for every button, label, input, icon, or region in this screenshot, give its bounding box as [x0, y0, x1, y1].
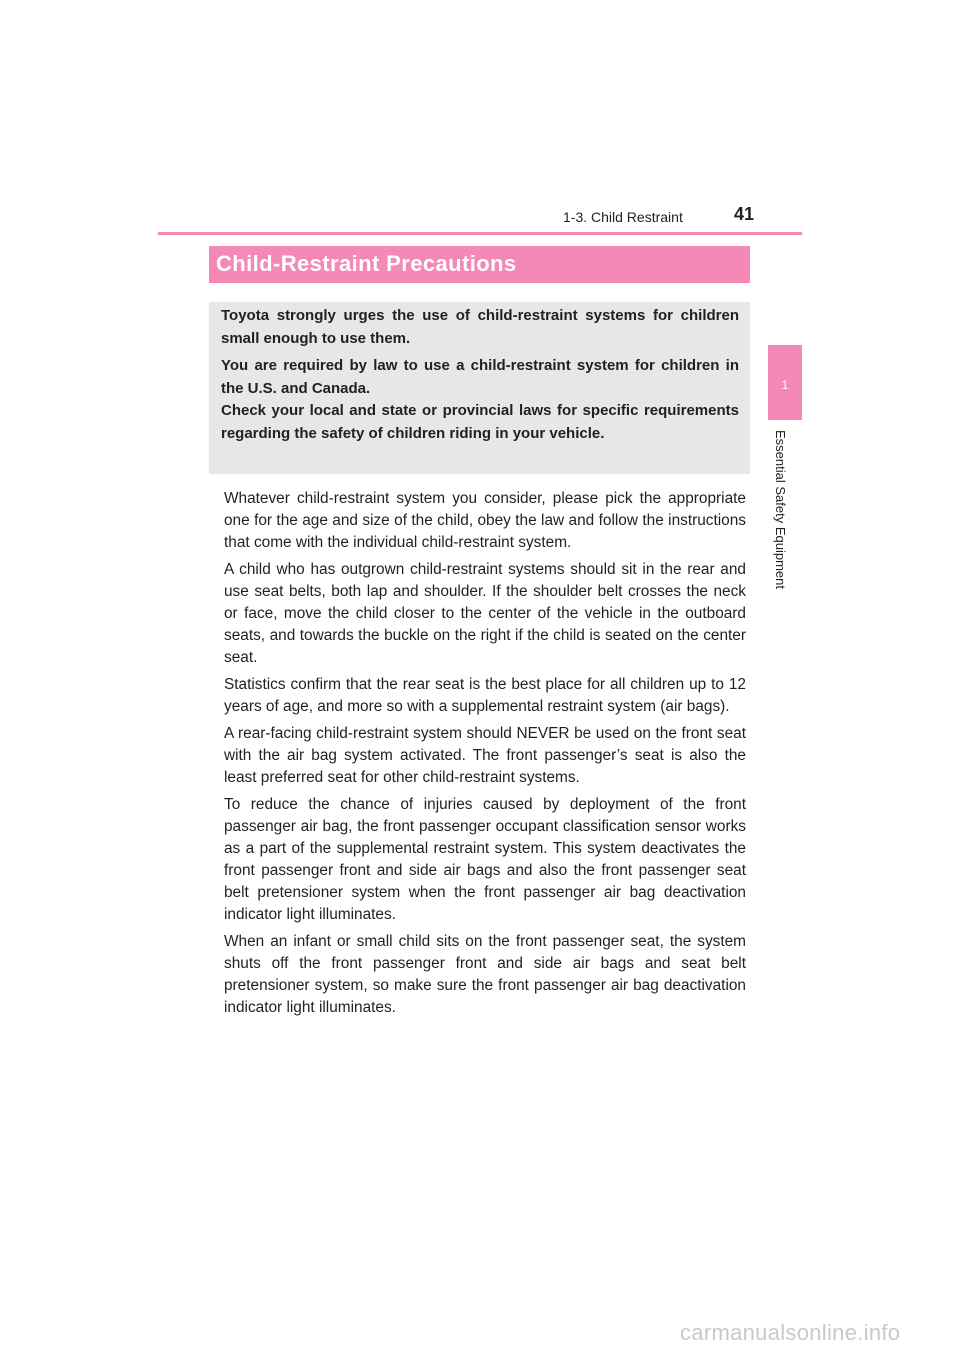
body-paragraph: Statistics confirm that the rear seat is the best place for all children up to 12 years of age, and more so with a supplemental restraint system (air bags). [224, 676, 746, 715]
summary-paragraph: Check your local and state or provincial laws for specific requirements regarding the safety of children riding in your vehicle. [221, 402, 739, 442]
page-number: 41 [734, 204, 755, 224]
section-title: Child-Restraint Precautions [216, 251, 517, 276]
chapter-tab-label: Essential Safety Equipment [773, 430, 788, 589]
section-title-bar [209, 246, 750, 283]
summary-paragraph: Toyota strongly urges the use of child-restraint systems for children small enough to use them. [221, 307, 739, 347]
body-text [224, 488, 746, 1024]
chapter-tab-number: 1 [781, 378, 789, 392]
body-paragraph: A rear-facing child-restraint system should NEVER be used on the front seat with the air bag system activated. The front passenger’s seat is also the least preferred seat for other child-restraint systems. [224, 725, 746, 786]
summary-box [209, 302, 750, 474]
running-header-section: 1-3. Child Restraint [563, 209, 683, 225]
watermark-logo: carmanualsonline.info [680, 1320, 901, 1345]
body-paragraph: A child who has outgrown child-restraint systems should sit in the rear and use seat belts, both lap and shoulder. If the shoulder belt crosses the neck or face, move the child closer to the center of the vehicle in the outboard seats, and towards the buckle on the right if the child is seated on the center seat. [224, 561, 746, 666]
body-paragraph: To reduce the chance of injuries caused by deployment of the front passenger air bag, the front passenger occupant classification sensor works as a part of the supplemental restraint system. This system deactivates the front passenger front and side air bags and also the front passenger seat belt pretensioner system when the front passenger air bag deactivation indicator light illuminates. [224, 796, 746, 923]
body-paragraph: Whatever child-restraint system you consider, please pick the appropriate one for the age and size of the child, obey the law and follow the instructions that come with the individual child-restraint system. [224, 490, 746, 551]
body-paragraph: When an infant or small child sits on the front passenger seat, the system shuts off the front passenger front and side air bags and seat belt pretensioner system, so make sure the front passenger air bag deactivation indicator light illuminates. [224, 933, 746, 1016]
summary-paragraph: You are required by law to use a child-restraint system for children in the U.S. and Canada. [221, 357, 739, 397]
chapter-tab [768, 345, 802, 420]
header-divider [158, 232, 802, 235]
